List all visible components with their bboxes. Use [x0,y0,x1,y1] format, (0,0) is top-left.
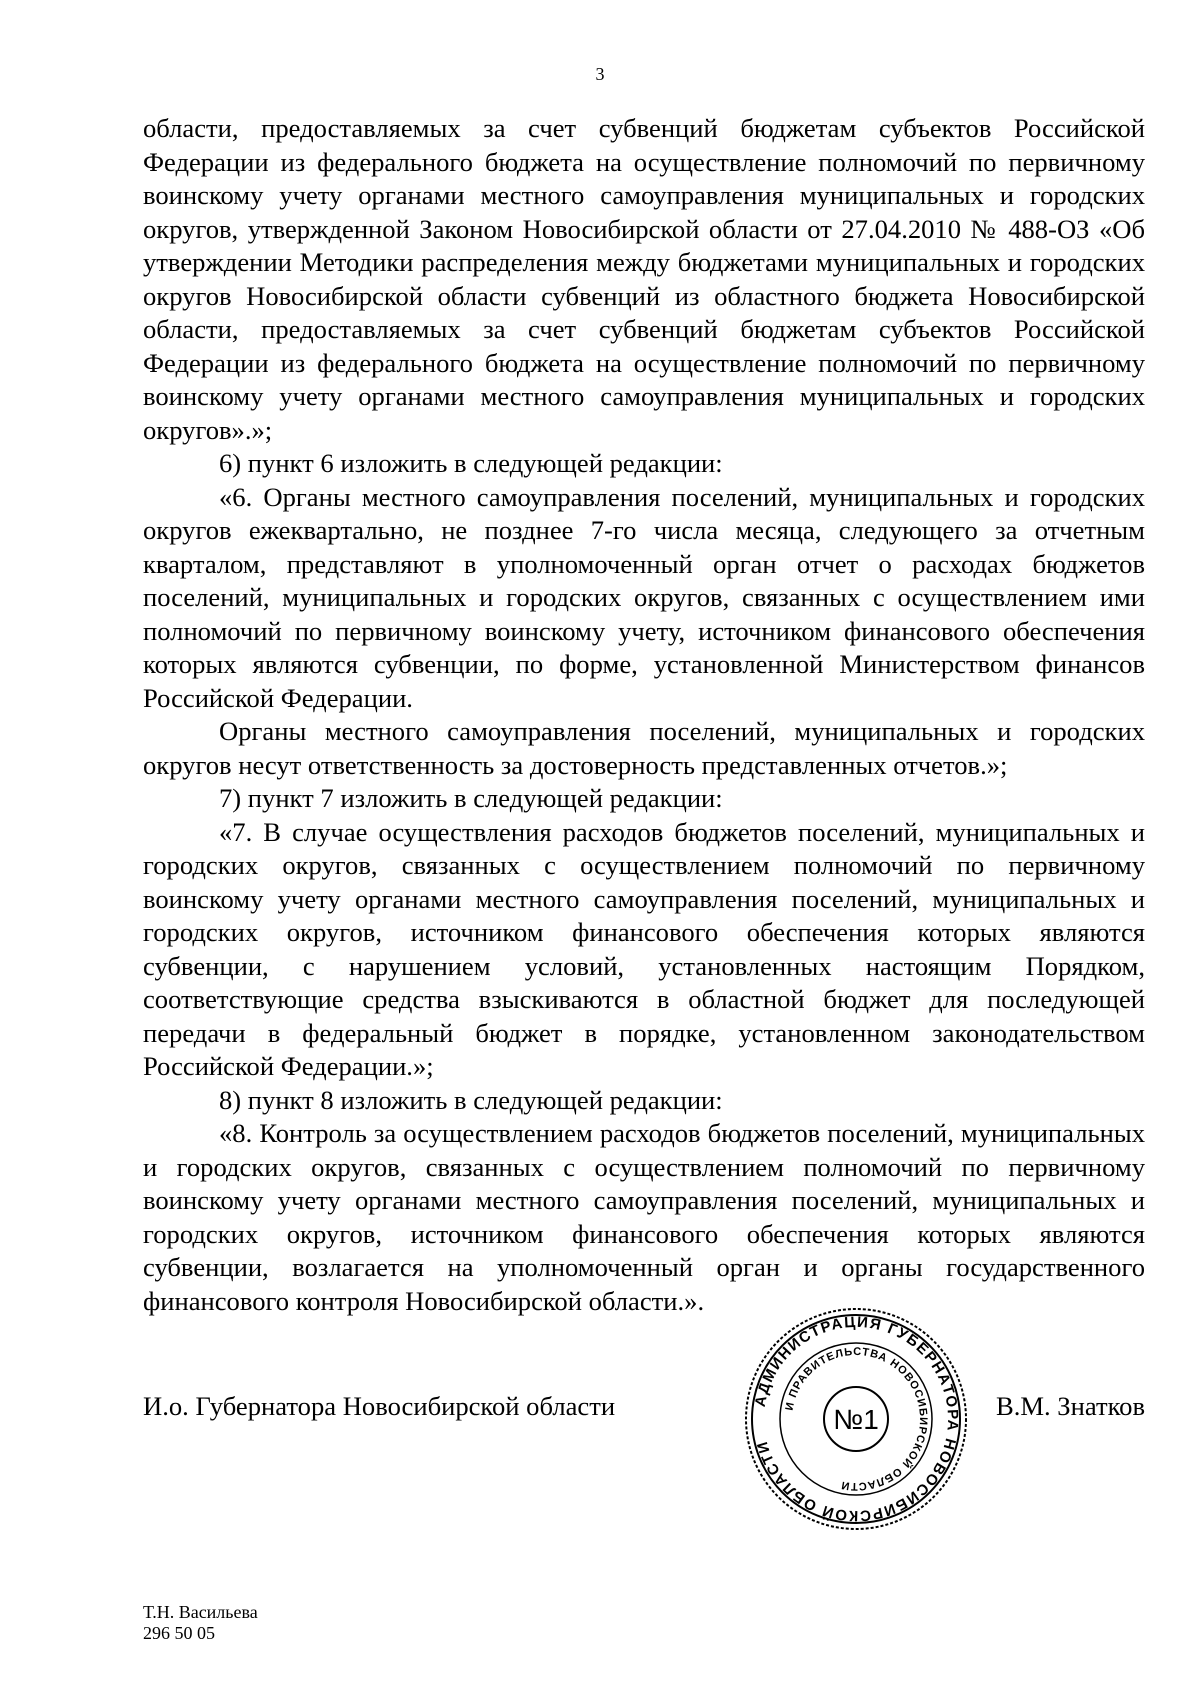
official-seal [742,1305,970,1533]
paragraph-item-8-intro: 8) пункт 8 изложить в следующей редакции: [219,1084,723,1115]
executor-block [143,1602,258,1644]
executor-phone: 296 50 05 [143,1623,215,1643]
executor-name: Т.Н. Васильева [143,1602,258,1622]
seal-inner-text: И ПРАВИТЕЛЬСТВА НОВОСИБИРСКОЙ ОБЛАСТИ [783,1345,930,1493]
page-number: 3 [595,64,605,84]
paragraph-continuation: области, предоставляемых за счет субвенций бюджетам субъектов Российской Федерации из федерального бюджета на осуществление полномочий по первичному воинскому учету органами местного самоуправления муниципальных и городских округов, утвержденной Законом Новосибирской области от 27.04.2010 № 488-ОЗ «Об утверждении Методики распределения между бюджетами муниципальных и городских округов Новосибирской области субвенций из областного бюджета Новосибирской области, предоставляемых за счет субвенций бюджетам субъектов Российской Федерации из федерального бюджета на осуществление полномочий по первичному воинскому учету органами местного самоуправления муниципальных и городских округов».»; [143,113,1145,445]
paragraph-item-7-intro: 7) пункт 7 изложить в следующей редакции: [219,783,723,813]
paragraph-item-6-text: «6. Органы местного самоуправления поселений, муниципальных и городских округов ежеквартально, не позднее 7-го числа месяца, следующего за отчетным кварталом, представляют в уполномоченный орган отчет о расходах бюджетов поселений, муниципальных и городских округов, связанных с осуществлением ими полномочий по первичному воинскому учету, источником финансового обеспечения которых являются субвенции, по форме, установленной Министерством финансов Российской Федерации. [143,481,1145,713]
paragraph-item-6-intro: 6) пункт 6 изложить в следующей редакции: [219,448,723,478]
seal-outer-text: АДМИНИСТРАЦИЯ ГУБЕРНАТОРА НОВОСИБИРСКОЙ ОБЛАСТИ [751,1313,962,1525]
paragraph-item-7-text: «7. В случае осуществления расходов бюджетов поселений, муниципальных и городских округов, связанных с осуществлением полномочий по первичному воинскому учету органами местного самоуправления поселений, муниципальных и городских округов, источником финансового обеспечения которых являются субвенции, с нарушением условий, установленных настоящим Порядком, соответствующие средства взыскиваются в областной бюджет для последующей передачи в федеральный бюджет в порядке, установленном законодательством Российской Федерации.»; [143,816,1145,1081]
document-body [143,112,1145,1318]
paragraph-item-6-responsibility: Органы местного самоуправления поселений, муниципальных и городских округов несут ответственность за достоверность представленных отчетов.»; [143,716,1145,780]
signer-position: И.о. Губернатора Новосибирской области [143,1391,616,1421]
paragraph-item-8-text: «8. Контроль за осуществлением расходов бюджетов поселений, муниципальных и городских округов, связанных с осуществлением полномочий по первичному воинскому учету органами местного самоуправления поселений, муниципальных и городских округов, источником финансового обеспечения которых являются субвенции, возлагается на уполномоченный орган и органы государственного финансового контроля Новосибирской области.». [143,1118,1145,1316]
seal-center-text: №1 [833,1404,879,1435]
signer-name: В.М. Знатков [995,1391,1145,1421]
